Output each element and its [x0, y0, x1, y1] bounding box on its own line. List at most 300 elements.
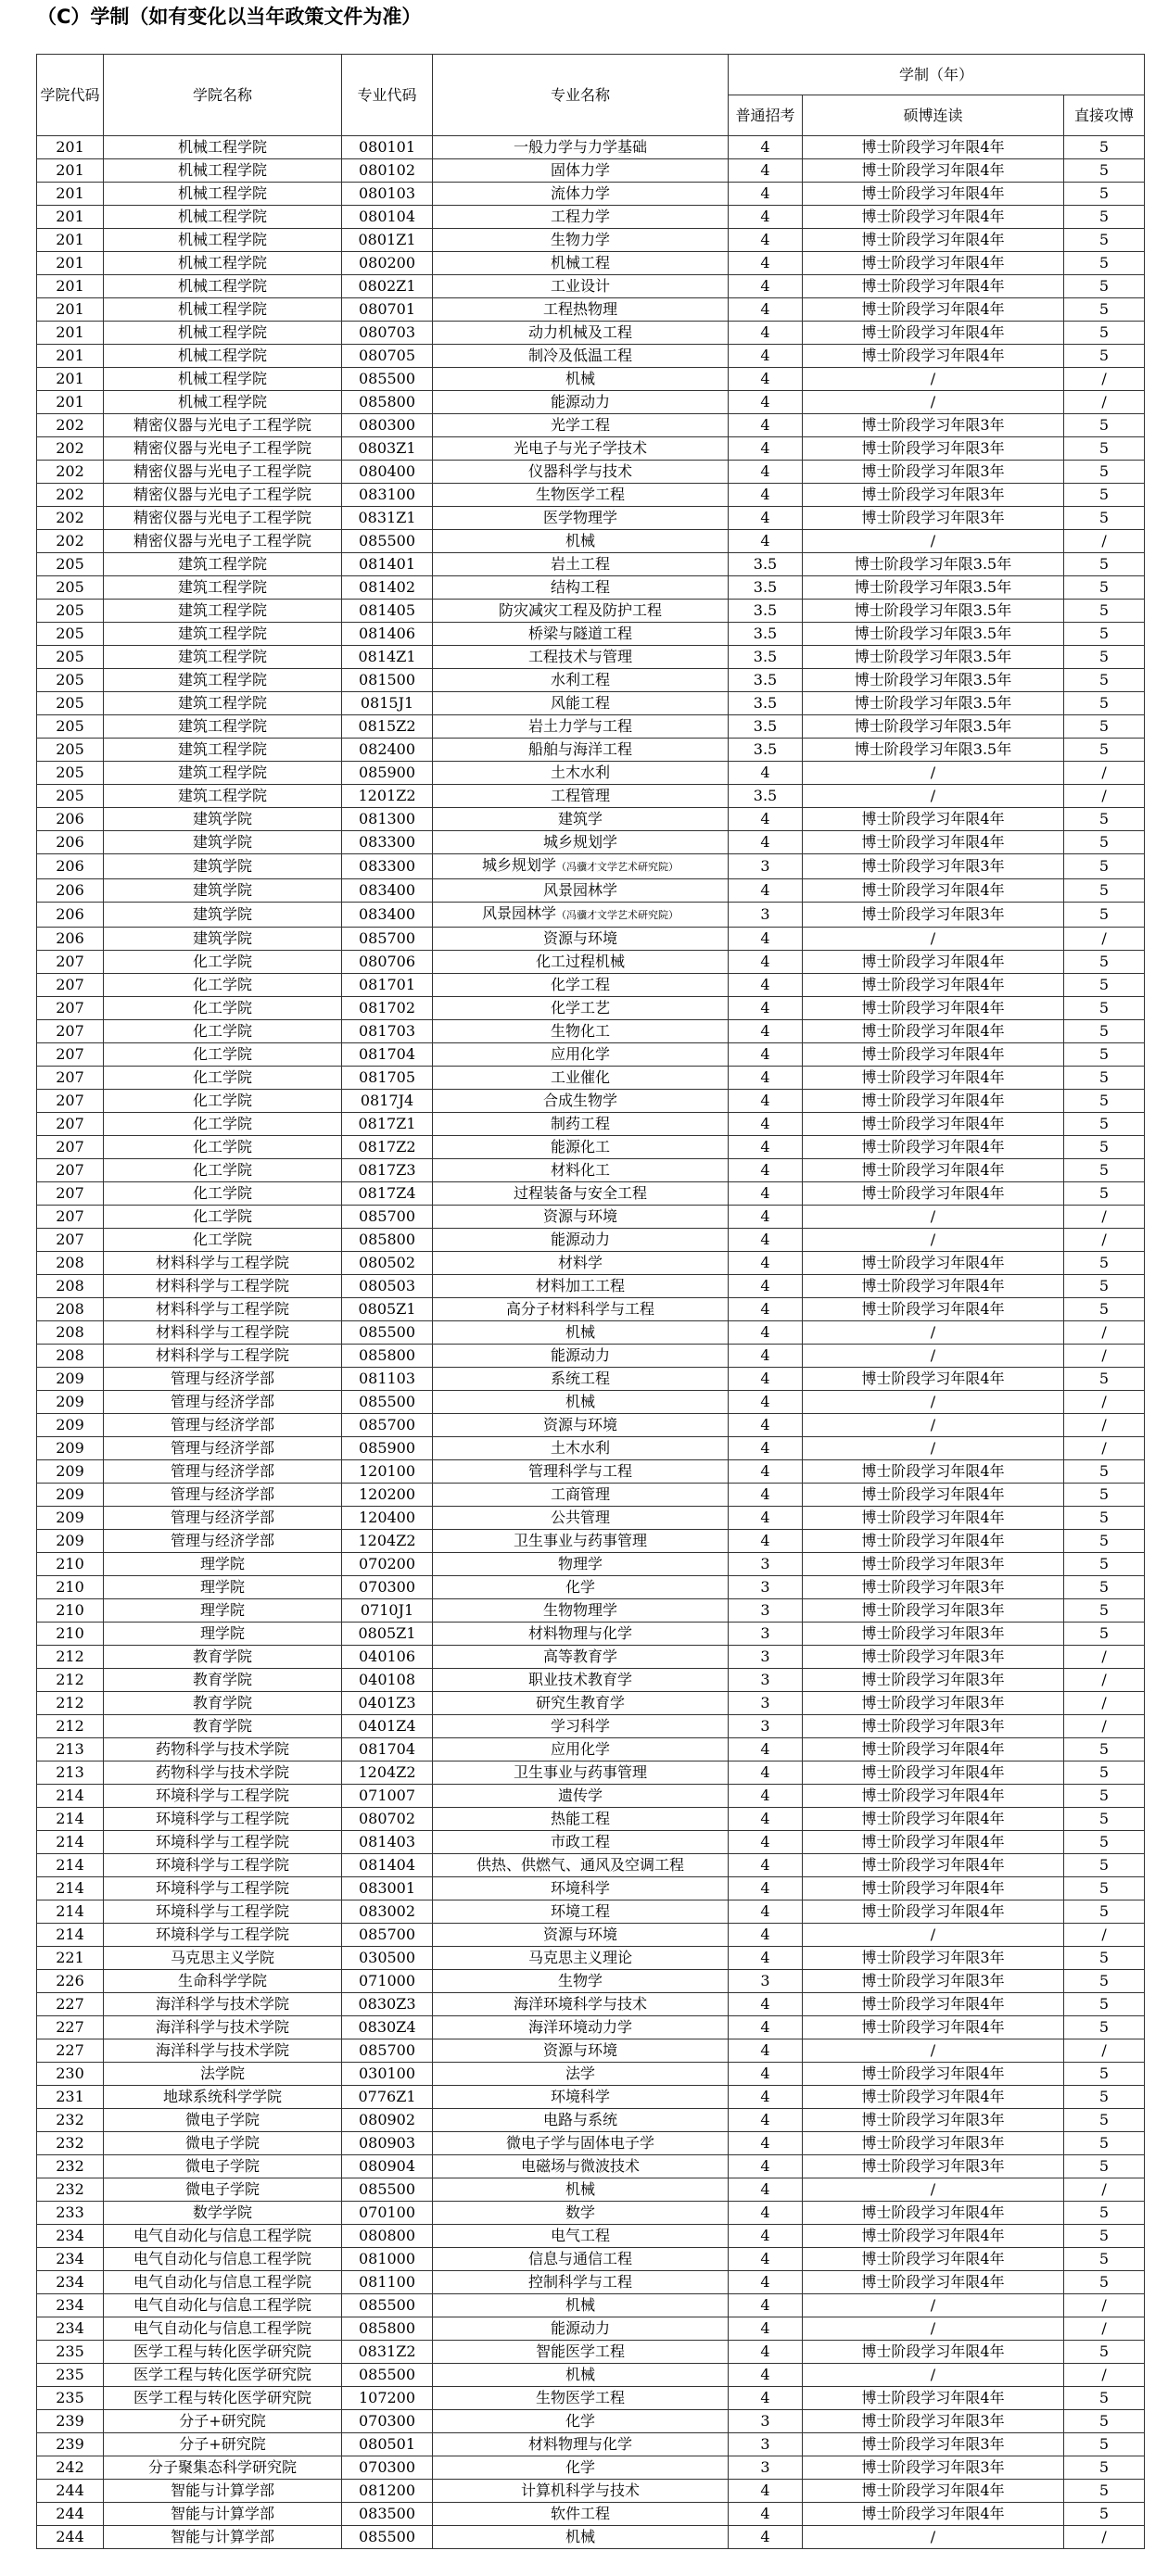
- cell-college-name: 化工学院: [104, 1136, 342, 1159]
- cell-college-name: 机械工程学院: [104, 136, 342, 159]
- cell-college-code: 210: [37, 1599, 104, 1623]
- cell-major-name: 土木水利: [433, 762, 729, 785]
- cell-regular: 4: [729, 1854, 803, 1877]
- cell-college-code: 232: [37, 2132, 104, 2155]
- cell-master-phd: 博士阶段学习年限4年: [803, 275, 1064, 298]
- cell-regular: 3: [729, 1576, 803, 1599]
- cell-college-code: 214: [37, 1785, 104, 1808]
- cell-regular: 4: [729, 414, 803, 437]
- cell-college-name: 智能与计算学部: [104, 2480, 342, 2503]
- table-row: [37, 2202, 1145, 2225]
- cell-major-name: 风景园林学: [433, 879, 729, 903]
- table-row: [37, 136, 1145, 159]
- cell-master-phd: 博士阶段学习年限3.5年: [803, 692, 1064, 715]
- cell-college-name: 医学工程与转化医学研究院: [104, 2364, 342, 2387]
- cell-major-code: 081704: [342, 1043, 433, 1067]
- cell-college-name: 教育学院: [104, 1669, 342, 1692]
- cell-direct-phd: 5: [1064, 2063, 1145, 2086]
- cell-college-name: 建筑工程学院: [104, 623, 342, 646]
- cell-regular: 4: [729, 1043, 803, 1067]
- cell-regular: 4: [729, 1831, 803, 1854]
- cell-direct-phd: 5: [1064, 2155, 1145, 2178]
- cell-major-name: 应用化学: [433, 1043, 729, 1067]
- cell-major-code: 0776Z1: [342, 2086, 433, 2109]
- cell-regular: 4: [729, 2341, 803, 2364]
- cell-major-code: 081103: [342, 1368, 433, 1391]
- cell-major-name: 供热、供燃气、通风及空调工程: [433, 1854, 729, 1877]
- cell-college-name: 药物科学与技术学院: [104, 1762, 342, 1785]
- cell-college-code: 205: [37, 762, 104, 785]
- cell-major-code: 081401: [342, 553, 433, 576]
- cell-college-name: 建筑工程学院: [104, 715, 342, 739]
- cell-college-name: 精密仪器与光电子工程学院: [104, 484, 342, 507]
- cell-college-code: 207: [37, 997, 104, 1020]
- cell-college-name: 药物科学与技术学院: [104, 1738, 342, 1762]
- cell-regular: 3.5: [729, 553, 803, 576]
- cell-major-code: 085700: [342, 2039, 433, 2063]
- cell-major-code: 081704: [342, 1738, 433, 1762]
- cell-major-code: 085500: [342, 1321, 433, 1345]
- cell-major-code: 081406: [342, 623, 433, 646]
- cell-direct-phd: 5: [1064, 2271, 1145, 2294]
- table-row: [37, 1762, 1145, 1785]
- cell-major-name: 过程装备与安全工程: [433, 1182, 729, 1206]
- cell-master-phd: 博士阶段学习年限4年: [803, 2503, 1064, 2526]
- table-row: [37, 879, 1145, 903]
- cell-major-code: 0803Z1: [342, 437, 433, 461]
- cell-direct-phd: 5: [1064, 2202, 1145, 2225]
- cell-college-name: 化工学院: [104, 1113, 342, 1136]
- cell-regular: 4: [729, 1252, 803, 1275]
- table-row: [37, 1113, 1145, 1136]
- cell-major-name: 生物物理学: [433, 1599, 729, 1623]
- cell-college-name: 建筑工程学院: [104, 762, 342, 785]
- cell-major-name: 环境科学: [433, 2086, 729, 2109]
- cell-regular: 3.5: [729, 739, 803, 762]
- cell-direct-phd: 5: [1064, 600, 1145, 623]
- cell-major-name: 能源动力: [433, 391, 729, 414]
- cell-major-name: 动力机械及工程: [433, 322, 729, 345]
- cell-regular: 3: [729, 1623, 803, 1646]
- cell-master-phd: /: [803, 2039, 1064, 2063]
- cell-direct-phd: 5: [1064, 345, 1145, 368]
- cell-master-phd: 博士阶段学习年限3.5年: [803, 600, 1064, 623]
- cell-regular: 4: [729, 2132, 803, 2155]
- table-row: [37, 1414, 1145, 1437]
- cell-regular: 4: [729, 1507, 803, 1530]
- cell-college-name: 电气自动化与信息工程学院: [104, 2225, 342, 2248]
- cell-college-code: 201: [37, 136, 104, 159]
- cell-major-code: 085700: [342, 1924, 433, 1947]
- cell-regular: 4: [729, 183, 803, 206]
- cell-major-code: 071007: [342, 1785, 433, 1808]
- cell-college-name: 材料科学与工程学院: [104, 1345, 342, 1368]
- cell-college-code: 207: [37, 1090, 104, 1113]
- cell-master-phd: 博士阶段学习年限4年: [803, 2016, 1064, 2039]
- table-row: [37, 997, 1145, 1020]
- header-regular: 普通招考: [729, 95, 803, 136]
- cell-direct-phd: /: [1064, 1345, 1145, 1368]
- table-row: [37, 600, 1145, 623]
- cell-major-name: 化学: [433, 2410, 729, 2433]
- cell-regular: 4: [729, 298, 803, 322]
- cell-college-code: 234: [37, 2225, 104, 2248]
- cell-major-code: 030500: [342, 1947, 433, 1970]
- cell-college-code: 208: [37, 1321, 104, 1345]
- table-row: [37, 159, 1145, 183]
- header-duration-group: 学制（年）: [729, 55, 1145, 95]
- table-row: [37, 484, 1145, 507]
- cell-college-name: 建筑学院: [104, 903, 342, 928]
- table-row: [37, 1460, 1145, 1484]
- table-row: [37, 1507, 1145, 1530]
- cell-master-phd: 博士阶段学习年限3.5年: [803, 715, 1064, 739]
- cell-college-code: 201: [37, 298, 104, 322]
- cell-direct-phd: 5: [1064, 1530, 1145, 1553]
- cell-master-phd: 博士阶段学习年限4年: [803, 1785, 1064, 1808]
- cell-major-code: 0815Z2: [342, 715, 433, 739]
- cell-college-name: 化工学院: [104, 997, 342, 1020]
- cell-master-phd: /: [803, 391, 1064, 414]
- cell-major-code: 085900: [342, 762, 433, 785]
- cell-regular: 4: [729, 1159, 803, 1182]
- cell-regular: 4: [729, 2526, 803, 2549]
- cell-college-code: 209: [37, 1484, 104, 1507]
- cell-college-code: 212: [37, 1669, 104, 1692]
- cell-major-code: 081405: [342, 600, 433, 623]
- cell-direct-phd: 5: [1064, 2433, 1145, 2456]
- table-row: [37, 715, 1145, 739]
- cell-master-phd: 博士阶段学习年限4年: [803, 1113, 1064, 1136]
- table-row: [37, 1229, 1145, 1252]
- cell-college-name: 医学工程与转化医学研究院: [104, 2341, 342, 2364]
- table-row: [37, 461, 1145, 484]
- cell-college-name: 建筑学院: [104, 928, 342, 951]
- cell-major-name: 一般力学与力学基础: [433, 136, 729, 159]
- cell-college-name: 教育学院: [104, 1646, 342, 1669]
- cell-regular: 4: [729, 252, 803, 275]
- cell-major-name: 计算机科学与技术: [433, 2480, 729, 2503]
- cell-college-name: 电气自动化与信息工程学院: [104, 2317, 342, 2341]
- cell-master-phd: 博士阶段学习年限3年: [803, 1576, 1064, 1599]
- cell-major-code: 082400: [342, 739, 433, 762]
- cell-major-code: 083300: [342, 831, 433, 854]
- cell-master-phd: 博士阶段学习年限4年: [803, 206, 1064, 229]
- cell-direct-phd: 5: [1064, 2132, 1145, 2155]
- cell-regular: 3.5: [729, 600, 803, 623]
- cell-master-phd: 博士阶段学习年限3.5年: [803, 739, 1064, 762]
- cell-direct-phd: 5: [1064, 2109, 1145, 2132]
- cell-master-phd: 博士阶段学习年限3年: [803, 2410, 1064, 2433]
- cell-major-code: 080800: [342, 2225, 433, 2248]
- table-row: [37, 1785, 1145, 1808]
- cell-regular: 4: [729, 1298, 803, 1321]
- cell-college-code: 206: [37, 854, 104, 879]
- cell-direct-phd: /: [1064, 1669, 1145, 1692]
- cell-major-name: 固体力学: [433, 159, 729, 183]
- cell-major-code: 040108: [342, 1669, 433, 1692]
- cell-direct-phd: 5: [1064, 437, 1145, 461]
- cell-college-code: 201: [37, 206, 104, 229]
- cell-master-phd: /: [803, 1414, 1064, 1437]
- cell-regular: 3.5: [729, 669, 803, 692]
- cell-major-code: 0817Z1: [342, 1113, 433, 1136]
- cell-direct-phd: 5: [1064, 854, 1145, 879]
- cell-regular: 4: [729, 229, 803, 252]
- cell-major-code: 081702: [342, 997, 433, 1020]
- cell-master-phd: 博士阶段学习年限4年: [803, 1993, 1064, 2016]
- cell-college-name: 精密仪器与光电子工程学院: [104, 461, 342, 484]
- cell-college-code: 202: [37, 414, 104, 437]
- header-college-code: 学院代码: [37, 55, 104, 136]
- table-row: [37, 1715, 1145, 1738]
- cell-major-name: 机械工程: [433, 252, 729, 275]
- table-row: [37, 1947, 1145, 1970]
- cell-college-code: 201: [37, 183, 104, 206]
- table-row: [37, 2410, 1145, 2433]
- cell-master-phd: 博士阶段学习年限4年: [803, 1460, 1064, 1484]
- cell-regular: 4: [729, 2202, 803, 2225]
- cell-direct-phd: 5: [1064, 951, 1145, 974]
- cell-master-phd: /: [803, 1206, 1064, 1229]
- cell-direct-phd: 5: [1064, 1298, 1145, 1321]
- cell-college-code: 205: [37, 600, 104, 623]
- cell-major-name: 高分子材料科学与工程: [433, 1298, 729, 1321]
- cell-major-name: 职业技术教育学: [433, 1669, 729, 1692]
- cell-major-name: 资源与环境: [433, 2039, 729, 2063]
- table-body: [37, 136, 1145, 2549]
- cell-college-name: 管理与经济学部: [104, 1368, 342, 1391]
- cell-major-code: 0710J1: [342, 1599, 433, 1623]
- table-row: [37, 1368, 1145, 1391]
- table-row: [37, 1692, 1145, 1715]
- cell-regular: 4: [729, 2016, 803, 2039]
- cell-major-code: 080104: [342, 206, 433, 229]
- cell-major-code: 120200: [342, 1484, 433, 1507]
- cell-direct-phd: 5: [1064, 1067, 1145, 1090]
- cell-regular: 3: [729, 1599, 803, 1623]
- table-row: [37, 785, 1145, 808]
- cell-regular: 3: [729, 1646, 803, 1669]
- cell-college-code: 244: [37, 2526, 104, 2549]
- cell-college-name: 智能与计算学部: [104, 2526, 342, 2549]
- cell-master-phd: /: [803, 1345, 1064, 1368]
- cell-college-code: 209: [37, 1368, 104, 1391]
- table-row: [37, 229, 1145, 252]
- table-row: [37, 275, 1145, 298]
- cell-regular: 4: [729, 1391, 803, 1414]
- cell-regular: 4: [729, 1182, 803, 1206]
- cell-college-code: 209: [37, 1391, 104, 1414]
- cell-major-code: 080705: [342, 345, 433, 368]
- cell-master-phd: 博士阶段学习年限3.5年: [803, 576, 1064, 600]
- cell-regular: 3: [729, 903, 803, 928]
- table-row: [37, 1738, 1145, 1762]
- cell-direct-phd: 5: [1064, 715, 1145, 739]
- cell-master-phd: 博士阶段学习年限4年: [803, 345, 1064, 368]
- cell-master-phd: /: [803, 1391, 1064, 1414]
- cell-major-name: 资源与环境: [433, 1414, 729, 1437]
- cell-direct-phd: /: [1064, 2317, 1145, 2341]
- cell-regular: 4: [729, 2364, 803, 2387]
- cell-major-name: 工业催化: [433, 1067, 729, 1090]
- cell-direct-phd: 5: [1064, 1854, 1145, 1877]
- cell-major-name: 材料物理与化学: [433, 2433, 729, 2456]
- cell-major-name: 制冷及低温工程: [433, 345, 729, 368]
- cell-master-phd: /: [803, 1229, 1064, 1252]
- table-row: [37, 2155, 1145, 2178]
- table-row: [37, 2132, 1145, 2155]
- cell-master-phd: 博士阶段学习年限4年: [803, 997, 1064, 1020]
- cell-college-code: 208: [37, 1252, 104, 1275]
- table-row: [37, 553, 1145, 576]
- cell-direct-phd: 5: [1064, 1136, 1145, 1159]
- cell-direct-phd: 5: [1064, 1900, 1145, 1924]
- cell-direct-phd: 5: [1064, 1553, 1145, 1576]
- cell-college-code: 207: [37, 1113, 104, 1136]
- cell-regular: 4: [729, 879, 803, 903]
- cell-direct-phd: 5: [1064, 2410, 1145, 2433]
- cell-master-phd: /: [803, 2294, 1064, 2317]
- cell-college-name: 教育学院: [104, 1692, 342, 1715]
- cell-college-name: 机械工程学院: [104, 322, 342, 345]
- cell-direct-phd: /: [1064, 2039, 1145, 2063]
- table-row: [37, 1182, 1145, 1206]
- table-row: [37, 2063, 1145, 2086]
- cell-direct-phd: 5: [1064, 692, 1145, 715]
- cell-college-code: 234: [37, 2294, 104, 2317]
- cell-college-code: 205: [37, 692, 104, 715]
- cell-direct-phd: 5: [1064, 1808, 1145, 1831]
- cell-major-code: 085700: [342, 1414, 433, 1437]
- cell-major-name: 建筑学: [433, 808, 729, 831]
- cell-college-code: 206: [37, 879, 104, 903]
- cell-direct-phd: /: [1064, 762, 1145, 785]
- cell-major-name: 学习科学: [433, 1715, 729, 1738]
- cell-college-code: 206: [37, 903, 104, 928]
- cell-master-phd: 博士阶段学习年限4年: [803, 183, 1064, 206]
- cell-college-name: 地球系统科学学院: [104, 2086, 342, 2109]
- table-row: [37, 739, 1145, 762]
- cell-regular: 4: [729, 1738, 803, 1762]
- cell-college-code: 239: [37, 2410, 104, 2433]
- cell-college-code: 202: [37, 461, 104, 484]
- cell-major-name: 资源与环境: [433, 1206, 729, 1229]
- header-college-name: 学院名称: [104, 55, 342, 136]
- cell-master-phd: 博士阶段学习年限4年: [803, 879, 1064, 903]
- cell-major-code: 083400: [342, 879, 433, 903]
- cell-direct-phd: 5: [1064, 903, 1145, 928]
- cell-direct-phd: 5: [1064, 1182, 1145, 1206]
- cell-major-code: 081404: [342, 1854, 433, 1877]
- table-row: [37, 345, 1145, 368]
- cell-major-name: 物理学: [433, 1553, 729, 1576]
- cell-regular: 4: [729, 831, 803, 854]
- table-row: [37, 2271, 1145, 2294]
- cell-major-name: 机械: [433, 530, 729, 553]
- cell-college-name: 数学学院: [104, 2202, 342, 2225]
- cell-regular: 4: [729, 2086, 803, 2109]
- cell-major-code: 085800: [342, 1345, 433, 1368]
- cell-college-code: 210: [37, 1576, 104, 1599]
- cell-regular: 4: [729, 275, 803, 298]
- cell-major-code: 085500: [342, 368, 433, 391]
- cell-regular: 4: [729, 530, 803, 553]
- cell-direct-phd: 5: [1064, 974, 1145, 997]
- cell-master-phd: 博士阶段学习年限3年: [803, 1599, 1064, 1623]
- major-name-text: 城乡规划学: [481, 856, 556, 874]
- cell-direct-phd: 5: [1064, 1738, 1145, 1762]
- cell-major-code: 083002: [342, 1900, 433, 1924]
- cell-master-phd: 博士阶段学习年限4年: [803, 1530, 1064, 1553]
- table-row: [37, 1159, 1145, 1182]
- table-row: [37, 692, 1145, 715]
- table-row: [37, 1924, 1145, 1947]
- cell-direct-phd: 5: [1064, 1877, 1145, 1900]
- cell-major-code: 0801Z1: [342, 229, 433, 252]
- cell-master-phd: 博士阶段学习年限4年: [803, 136, 1064, 159]
- cell-major-name: 公共管理: [433, 1507, 729, 1530]
- cell-major-name: 防灾减灾工程及防护工程: [433, 600, 729, 623]
- cell-college-name: 建筑工程学院: [104, 646, 342, 669]
- cell-major-name: 制药工程: [433, 1113, 729, 1136]
- cell-major-code: 0831Z1: [342, 507, 433, 530]
- cell-major-code: 085800: [342, 1229, 433, 1252]
- cell-college-name: 材料科学与工程学院: [104, 1252, 342, 1275]
- cell-regular: 3: [729, 1970, 803, 1993]
- cell-college-name: 微电子学院: [104, 2155, 342, 2178]
- cell-direct-phd: 5: [1064, 808, 1145, 831]
- cell-major-code: 080502: [342, 1252, 433, 1275]
- cell-college-name: 化工学院: [104, 1090, 342, 1113]
- cell-master-phd: 博士阶段学习年限4年: [803, 252, 1064, 275]
- cell-regular: 4: [729, 2155, 803, 2178]
- cell-direct-phd: 5: [1064, 1484, 1145, 1507]
- cell-direct-phd: /: [1064, 391, 1145, 414]
- cell-college-name: 材料科学与工程学院: [104, 1321, 342, 1345]
- table-row: [37, 368, 1145, 391]
- cell-regular: 4: [729, 391, 803, 414]
- cell-college-code: 206: [37, 928, 104, 951]
- cell-major-name: 化学: [433, 1576, 729, 1599]
- cell-major-code: 080703: [342, 322, 433, 345]
- table-row: [37, 2248, 1145, 2271]
- cell-major-name: 船舶与海洋工程: [433, 739, 729, 762]
- page-title: （C）学制（如有变化以当年政策文件为准）: [37, 6, 422, 28]
- cell-master-phd: 博士阶段学习年限3.5年: [803, 553, 1064, 576]
- cell-major-name: 流体力学: [433, 183, 729, 206]
- cell-major-name: 卫生事业与药事管理: [433, 1762, 729, 1785]
- cell-direct-phd: 5: [1064, 507, 1145, 530]
- cell-direct-phd: 5: [1064, 553, 1145, 576]
- cell-college-code: 207: [37, 1067, 104, 1090]
- cell-direct-phd: /: [1064, 2294, 1145, 2317]
- cell-master-phd: 博士阶段学习年限4年: [803, 1368, 1064, 1391]
- cell-regular: 4: [729, 2225, 803, 2248]
- cell-direct-phd: 5: [1064, 484, 1145, 507]
- cell-direct-phd: 5: [1064, 623, 1145, 646]
- cell-college-name: 管理与经济学部: [104, 1460, 342, 1484]
- cell-major-code: 081500: [342, 669, 433, 692]
- cell-major-code: 085500: [342, 2364, 433, 2387]
- cell-master-phd: 博士阶段学习年限4年: [803, 1067, 1064, 1090]
- cell-major-name: 热能工程: [433, 1808, 729, 1831]
- cell-college-code: 234: [37, 2271, 104, 2294]
- cell-regular: 4: [729, 951, 803, 974]
- cell-regular: 3: [729, 2433, 803, 2456]
- table-row: [37, 928, 1145, 951]
- cell-college-code: 206: [37, 831, 104, 854]
